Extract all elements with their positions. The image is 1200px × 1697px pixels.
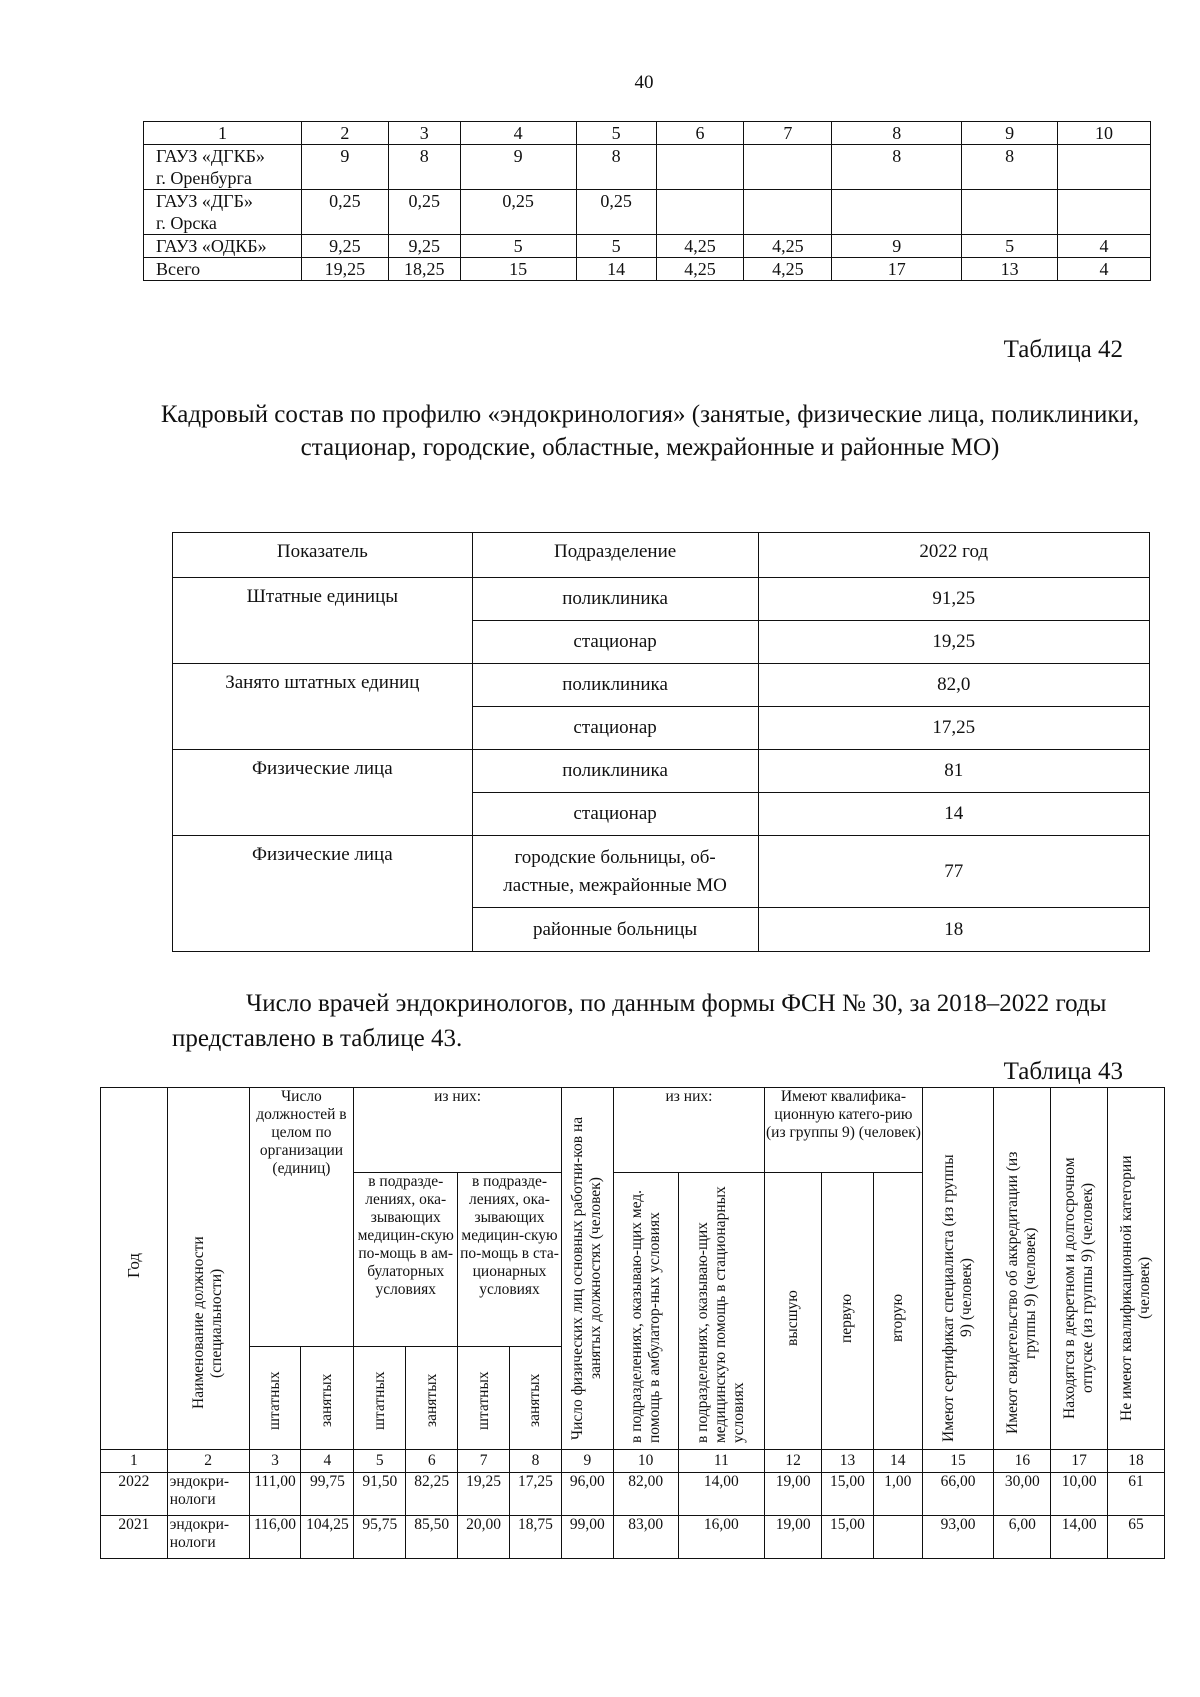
header-of-them-1: из них: (354, 1088, 562, 1173)
value-cell: 66,00 (922, 1473, 994, 1516)
value-cell: 5 (962, 235, 1058, 258)
value-cell: 13 (962, 258, 1058, 281)
table-row (173, 750, 1150, 793)
value-cell: 17,25 (510, 1473, 562, 1516)
header-cell: 8 (832, 122, 962, 145)
column-number-row (101, 1450, 1165, 1473)
division-cell: поликлиника (472, 750, 758, 793)
value-cell: 65 (1108, 1516, 1165, 1559)
value-cell: 19,25 (758, 621, 1150, 664)
value-cell: 9 (832, 235, 962, 258)
header-occupied-text: занятых (318, 1373, 336, 1428)
value-cell: 0,25 (576, 190, 656, 235)
table-row (173, 578, 1150, 621)
column-number: 12 (765, 1450, 822, 1473)
header-category: Имеют квалифика-ционную катего-рию (из группы 9) (человек) (765, 1088, 922, 1173)
value-cell: 17,25 (758, 707, 1150, 750)
header-staff-text: штатных (265, 1371, 283, 1430)
table-header-row (173, 533, 1150, 578)
value-cell: 9,25 (301, 235, 388, 258)
value-cell: 14,00 (1051, 1516, 1108, 1559)
header-cell: 7 (744, 122, 832, 145)
value-cell: 20,00 (458, 1516, 510, 1559)
value-cell: 14 (576, 258, 656, 281)
table-41-continuation (143, 121, 1151, 281)
header-persons (561, 1088, 613, 1450)
value-cell: 111,00 (249, 1473, 301, 1516)
header-accreditation-text: Имеют свидетельство об аккредитации (из группы 9) (человек) (1004, 1151, 1040, 1435)
value-cell (744, 190, 832, 235)
org-name-line: ГАУЗ «ДГБ» (156, 191, 253, 211)
column-number: 1 (101, 1450, 168, 1473)
column-number: 17 (1051, 1450, 1108, 1473)
header-leave (1051, 1088, 1108, 1450)
table-42 (172, 532, 1150, 952)
header-persons-stationary (678, 1173, 765, 1450)
value-cell: 77 (758, 836, 1150, 908)
division-cell: стационар (472, 707, 758, 750)
value-cell: 5 (460, 235, 576, 258)
header-second (873, 1173, 922, 1450)
total-label-cell: Всего (144, 258, 302, 281)
value-cell (656, 190, 744, 235)
value-cell: 82,00 (613, 1473, 678, 1516)
value-cell: 95,75 (354, 1516, 406, 1559)
header-occupied-text: занятых (526, 1373, 544, 1428)
table-42-caption: Таблица 42 (1003, 336, 1123, 363)
column-number: 2 (167, 1450, 249, 1473)
header-persons-text: Число физических лиц основных работни-ков на занятых должностях (человек) (569, 1116, 605, 1440)
body-paragraph: Число врачей эндокринологов, по данным формы ФСН № 30, за 2018–2022 годы представлено в таблице 43. (172, 990, 1107, 1052)
header-stationary: в подразде-лениях, ока-зывающих медицин-скую по-мощь в ста-ционарных условиях (458, 1173, 562, 1347)
value-cell: 18,25 (388, 258, 460, 281)
division-cell: районные больницы (472, 908, 758, 952)
value-cell: 4,25 (744, 235, 832, 258)
value-cell: 91,25 (758, 578, 1150, 621)
header-staff (354, 1347, 406, 1450)
value-cell: 19,00 (765, 1473, 822, 1516)
division-cell: поликлиника (472, 578, 758, 621)
header-persons-stationary-text: в подразделениях, оказываю-щих медицинскую помощь в стационарных условиях (694, 1186, 748, 1443)
value-cell: 99,00 (561, 1516, 613, 1559)
org-city-line: г. Оренбурга (156, 168, 252, 188)
column-number: 18 (1108, 1450, 1165, 1473)
value-cell: 30,00 (994, 1473, 1051, 1516)
year-cell: 2022 (101, 1473, 168, 1516)
value-cell: 4 (1058, 235, 1151, 258)
position-cell: эндокри-нологи (167, 1473, 249, 1516)
indicator-cell: Физические лица (173, 750, 473, 836)
column-number: 16 (994, 1450, 1051, 1473)
header-staff-text: штатных (474, 1371, 492, 1430)
value-cell (873, 1516, 922, 1559)
value-cell: 9 (460, 145, 576, 190)
header-staff (249, 1347, 301, 1450)
value-cell: 99,75 (301, 1473, 354, 1516)
value-cell (744, 145, 832, 190)
column-number: 15 (922, 1450, 994, 1473)
header-certificate (922, 1088, 994, 1450)
header-position (167, 1088, 249, 1450)
org-name-cell: ГАУЗ «ОДКБ» (144, 235, 302, 258)
header-second-text: вторую (888, 1293, 906, 1343)
value-cell: 15 (460, 258, 576, 281)
table-header-row (101, 1088, 1165, 1173)
column-number: 5 (354, 1450, 406, 1473)
table-row (144, 145, 1151, 190)
value-cell: 0,25 (460, 190, 576, 235)
column-number: 11 (678, 1450, 765, 1473)
column-number: 6 (406, 1450, 458, 1473)
value-cell (962, 190, 1058, 235)
column-number: 3 (249, 1450, 301, 1473)
value-cell: 4,25 (656, 235, 744, 258)
column-number: 10 (613, 1450, 678, 1473)
header-occupied (406, 1347, 458, 1450)
header-staff-text: штатных (370, 1371, 388, 1430)
column-number: 8 (510, 1450, 562, 1473)
table-43 (100, 1087, 1165, 1559)
column-number: 13 (822, 1450, 874, 1473)
column-number: 9 (561, 1450, 613, 1473)
header-division: Подразделение (472, 533, 758, 578)
value-cell: 9,25 (388, 235, 460, 258)
year-cell: 2021 (101, 1516, 168, 1559)
header-indicator: Показатель (173, 533, 473, 578)
value-cell: 82,25 (406, 1473, 458, 1516)
header-first-text: первую (838, 1293, 856, 1343)
value-cell: 61 (1108, 1473, 1165, 1516)
table-row (101, 1516, 1165, 1559)
value-cell: 5 (576, 235, 656, 258)
value-cell: 9 (301, 145, 388, 190)
column-number: 4 (301, 1450, 354, 1473)
table-42-title: Кадровый состав по профилю «эндокринология» (занятые, физические лица, поликлиники, стационар, городские, областные, межрайонные и районные МО) (160, 401, 1140, 461)
value-cell: 19,25 (458, 1473, 510, 1516)
header-cell: 5 (576, 122, 656, 145)
value-cell: 14 (758, 793, 1150, 836)
value-cell: 4 (1058, 258, 1151, 281)
value-cell: 17 (832, 258, 962, 281)
table-total-row (144, 258, 1151, 281)
header-occupied (510, 1347, 562, 1450)
value-cell: 8 (962, 145, 1058, 190)
value-cell (1058, 190, 1151, 235)
value-cell: 81 (758, 750, 1150, 793)
org-name-line: ГАУЗ «ДГКБ» (156, 146, 265, 166)
indicator-cell: Физические лица (173, 836, 473, 952)
table-header-row (144, 122, 1151, 145)
table-row (144, 190, 1151, 235)
org-name-cell (144, 145, 302, 190)
header-staff (458, 1347, 510, 1450)
value-cell (832, 190, 962, 235)
division-cell: стационар (472, 621, 758, 664)
header-no-category-text: Не имеют квалификационной категории (человек) (1118, 1155, 1154, 1421)
position-cell: эндокри-нологи (167, 1516, 249, 1559)
value-cell: 91,50 (354, 1473, 406, 1516)
table-row (173, 836, 1150, 908)
header-year-text: Год (123, 1253, 143, 1278)
header-no-category (1108, 1088, 1165, 1450)
value-cell: 4,25 (656, 258, 744, 281)
value-cell: 14,00 (678, 1473, 765, 1516)
value-cell: 8 (832, 145, 962, 190)
value-cell: 10,00 (1051, 1473, 1108, 1516)
table-row (101, 1473, 1165, 1516)
header-cell: 2 (301, 122, 388, 145)
header-cell: 9 (962, 122, 1058, 145)
column-number: 14 (873, 1450, 922, 1473)
header-persons-ambulatory-text: в подразделениях, оказываю-щих мед. помощь в амбулатор-ных условиях (627, 1189, 663, 1443)
header-accreditation (994, 1088, 1051, 1450)
value-cell (656, 145, 744, 190)
header-year (101, 1088, 168, 1450)
indicator-cell: Штатные единицы (173, 578, 473, 664)
header-ambulatory: в подразде-лениях, ока-зывающих медицин-скую по-мощь в ам-булаторных условиях (354, 1173, 458, 1347)
value-cell: 19,00 (765, 1516, 822, 1559)
header-year: 2022 год (758, 533, 1150, 578)
division-cell: городские больницы, об-ластные, межрайонные МО (472, 836, 758, 908)
header-positions-total: Число должностей в целом по организации (единиц) (249, 1088, 354, 1347)
value-cell: 0,25 (388, 190, 460, 235)
value-cell: 116,00 (249, 1516, 301, 1559)
header-first (822, 1173, 874, 1450)
division-cell: стационар (472, 793, 758, 836)
value-cell: 15,00 (822, 1516, 874, 1559)
header-highest-text: высшую (784, 1290, 802, 1346)
division-cell: поликлиника (472, 664, 758, 707)
value-cell: 93,00 (922, 1516, 994, 1559)
value-cell: 18 (758, 908, 1150, 952)
value-cell: 15,00 (822, 1473, 874, 1516)
table-row (144, 235, 1151, 258)
value-cell: 18,75 (510, 1516, 562, 1559)
org-name-cell (144, 190, 302, 235)
value-cell: 19,25 (301, 258, 388, 281)
header-occupied (301, 1347, 354, 1450)
table-43-caption: Таблица 43 (1003, 1058, 1123, 1085)
header-persons-ambulatory (613, 1173, 678, 1450)
value-cell (1058, 145, 1151, 190)
value-cell: 0,25 (301, 190, 388, 235)
header-highest (765, 1173, 822, 1450)
org-city-line: г. Орска (156, 213, 217, 233)
header-cell: 4 (460, 122, 576, 145)
column-number: 7 (458, 1450, 510, 1473)
header-cell: 6 (656, 122, 744, 145)
table-row (173, 664, 1150, 707)
header-certificate-text: Имеют сертификат специалиста (из группы 9) (человек) (940, 1154, 976, 1442)
value-cell: 4,25 (744, 258, 832, 281)
value-cell: 6,00 (994, 1516, 1051, 1559)
value-cell: 85,50 (406, 1516, 458, 1559)
page-number: 40 (634, 72, 654, 93)
header-cell: 1 (144, 122, 302, 145)
header-of-them-2: из них: (613, 1088, 764, 1173)
header-position-text: Наименование должности (специальности) (190, 1236, 226, 1410)
value-cell: 8 (576, 145, 656, 190)
value-cell: 8 (388, 145, 460, 190)
value-cell: 83,00 (613, 1516, 678, 1559)
value-cell: 82,0 (758, 664, 1150, 707)
header-cell: 10 (1058, 122, 1151, 145)
header-occupied-text: занятых (422, 1373, 440, 1428)
header-leave-text: Находятся в декретном и долгосрочном отпуске (из группы 9) (человек) (1061, 1157, 1097, 1419)
value-cell: 104,25 (301, 1516, 354, 1559)
indicator-cell: Занято штатных единиц (173, 664, 473, 750)
value-cell: 16,00 (678, 1516, 765, 1559)
value-cell: 96,00 (561, 1473, 613, 1516)
header-cell: 3 (388, 122, 460, 145)
value-cell: 1,00 (873, 1473, 922, 1516)
